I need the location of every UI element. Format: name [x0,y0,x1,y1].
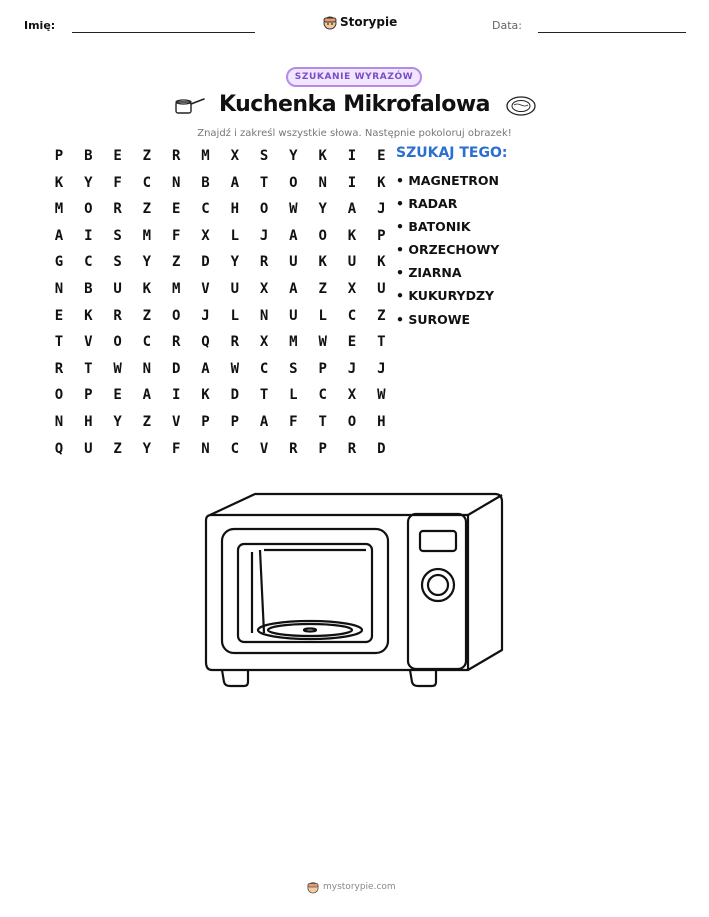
grid-letter: X [201,227,210,244]
grid-letter: J [259,227,269,244]
grid-letter: B [201,174,210,191]
grid-letter: H [230,201,240,218]
grid-letter: N [54,281,64,297]
grid-letter: R [171,334,181,351]
grid-letter: N [318,174,327,191]
grid-letter: K [84,307,93,324]
grid-letter: E [113,148,122,164]
grid-letter: V [201,281,210,297]
grid-letter: T [377,334,386,351]
grid-letter: I [171,387,181,404]
grid-letter: N [171,174,181,191]
grid-letter: G [54,254,64,271]
grid-letter: P [377,227,386,244]
grid-letter: Y [230,254,240,271]
grid-letter: U [289,307,298,324]
footer [307,880,396,894]
grid-letter: S [113,254,122,271]
grid-letter: R [113,201,122,218]
grid-letter: D [171,360,181,377]
grid-letter: M [201,148,210,164]
grid-letter: J [347,360,357,377]
grid-letter: A [289,281,298,297]
grid-letter: Y [113,414,122,430]
plate-icon [505,95,537,117]
grid-letter: A [230,174,240,191]
grid-letter: O [113,334,122,351]
grid-letter: Q [54,440,64,457]
grid-letter: Y [318,201,327,218]
grid-letter: A [289,227,298,244]
grid-letter: A [259,414,269,430]
puzzle-type-badge: SZUKANIE WYRAZÓW [286,67,422,87]
grid-letter: W [230,360,240,377]
word-item: • KUKURYDZY [396,288,495,303]
grid-letter: E [113,387,122,404]
date-label: Data: [492,19,522,32]
grid-letter: Z [377,307,386,324]
pie-mascot-icon [323,14,337,30]
grid-letter: S [113,227,122,244]
grid-letter: R [347,440,357,457]
word-item: • SUROWE [396,312,471,327]
grid-letter: P [318,360,327,377]
grid-letter: N [54,414,64,430]
grid-letter: J [377,360,386,377]
grid-letter: K [377,254,386,271]
grid-letter: N [259,307,269,324]
word-item: • RADAR [396,196,458,211]
grid-letter: Y [142,254,152,271]
grid-letter: E [347,334,357,351]
grid-letter: Q [201,334,210,351]
grid-letter: O [347,414,357,430]
grid-letter: F [113,174,122,191]
grid-letter: P [54,148,64,164]
grid-letter: Y [289,148,298,164]
grid-letter: R [113,307,122,324]
grid-letter: R [259,254,269,271]
grid-letter: L [230,227,240,244]
grid-letter: U [289,254,298,271]
word-item: • BATONIK [396,219,471,234]
grid-letter: M [289,334,298,351]
grid-letter: U [377,281,386,297]
pie-mascot-icon [307,880,319,894]
grid-letter: P [84,387,93,404]
grid-letter: U [347,254,357,271]
grid-letter: O [54,387,64,404]
grid-letter: Z [142,201,152,218]
grid-letter: K [318,254,327,271]
grid-letter: X [347,281,357,297]
grid-letter: M [171,281,181,297]
grid-letter: R [54,360,64,377]
grid-letter: Z [318,281,327,297]
grid-letter: K [54,174,64,191]
grid-letter: Y [84,174,93,191]
grid-letter: W [318,334,327,351]
grid-letter: D [377,440,386,457]
grid-letter: O [318,227,327,244]
grid-letter: Z [171,254,181,271]
grid-letter: J [201,307,210,324]
grid-letter: Z [142,414,152,430]
word-item: • ZIARNA [396,265,462,280]
grid-letter: C [142,174,152,191]
grid-letter: O [171,307,181,324]
grid-letter: O [259,201,269,218]
grid-letter: T [318,414,327,430]
grid-letter: Y [142,440,152,457]
word-item: • MAGNETRON [396,173,499,188]
grid-letter: C [259,360,269,377]
grid-letter: C [142,334,152,351]
grid-letter: U [113,281,122,297]
footer-url: mystorypie.com [323,882,396,892]
grid-letter: C [347,307,357,324]
grid-letter: L [318,307,327,324]
grid-letter: X [230,148,240,164]
grid-letter: B [84,148,93,164]
grid-letter: V [171,414,181,430]
grid-letter: K [347,227,357,244]
grid-letter: W [377,387,386,404]
grid-letter: O [84,201,93,218]
grid-letter: H [84,414,93,430]
grid-letter: Z [113,440,122,457]
grid-letter: T [259,387,269,404]
grid-letter: I [84,227,93,244]
grid-letter: U [230,281,240,297]
grid-letter: D [230,387,240,404]
grid-letter: V [84,334,93,351]
grid-letter: H [377,414,386,430]
grid-letter: E [377,148,386,164]
grid-letter: Z [142,148,152,164]
grid-letter: R [171,148,181,164]
grid-letter: V [259,440,269,457]
grid-letter: F [171,440,181,457]
grid-letter: C [84,254,93,271]
grid-letter: K [318,148,327,164]
grid-letter: T [259,174,269,191]
instructions: Znajdź i zakreśl wszystkie słowa. Następnie pokoloruj obrazek! [197,128,512,139]
name-label: Imię: [24,19,56,32]
grid-letter: J [377,201,386,218]
page-title: Kuchenka Mikrofalowa [218,92,490,117]
grid-letter: T [54,334,64,351]
grid-letter: F [289,414,298,430]
grid-letter: D [201,254,210,271]
grid-letter: B [84,281,93,297]
grid-letter: P [201,414,210,430]
grid-letter: L [289,387,298,404]
grid-letter: K [377,174,386,191]
grid-letter: E [171,201,181,218]
grid-letter: I [347,174,357,191]
grid-letter: M [142,227,152,244]
grid-letter: A [142,387,152,404]
grid-letter: S [289,360,298,377]
grid-letter: A [201,360,210,377]
grid-letter: A [347,201,357,218]
grid-letter: X [259,334,269,351]
grid-letter: U [84,440,93,457]
grid-letter: N [142,360,152,377]
grid-letter: F [171,227,181,244]
grid-letter: K [142,281,152,297]
grid-letter: O [289,174,298,191]
grid-letter: W [289,201,298,218]
grid-letter: L [230,307,240,324]
grid-letter: X [347,387,357,404]
grid-letter: K [201,387,210,404]
grid-letter: S [259,148,269,164]
grid-letter: C [318,387,327,404]
logo-text: Storypie [340,15,398,29]
grid-letter: E [54,307,64,324]
grid-letter: P [230,414,240,430]
grid-letter: X [259,281,269,297]
date-line [538,32,686,33]
grid-letter: C [230,440,240,457]
grid-letter: W [113,360,122,377]
name-line [72,32,255,33]
grid-letter: R [289,440,298,457]
grid-letter: R [230,334,240,351]
grid-letter: C [201,201,210,218]
grid-letter: Z [142,307,152,324]
microwave-illustration [200,490,510,690]
grid-letter: T [84,360,93,377]
word-list-title: SZUKAJ TEGO: [396,145,508,161]
storypie-logo [323,14,397,30]
grid-letter: P [318,440,327,457]
grid-letter: M [54,201,64,218]
grid-letter: N [201,440,210,457]
grid-letter: A [54,227,64,244]
word-item: • ORZECHOWY [396,242,500,257]
grid-letter: I [347,148,357,164]
